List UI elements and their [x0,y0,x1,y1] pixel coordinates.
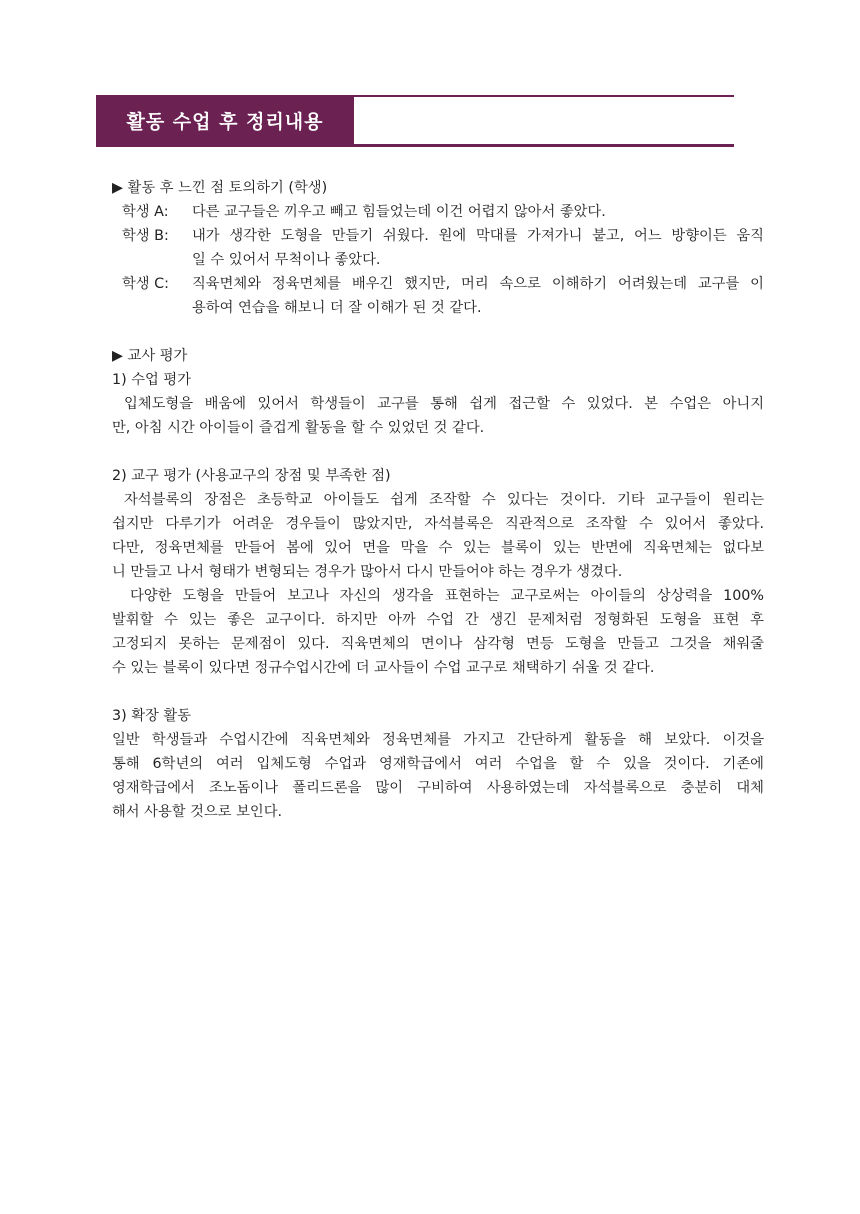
student-label: 학생 C: [122,276,169,292]
student-comment [112,200,764,224]
text-line: 수 있는 블록이 있다면 정규수업시간에 더 교사들이 수업 교구로 채택하기 쉬울 것 같다. [112,660,655,676]
text-line: 해서 사용할 것으로 보인다. [112,804,283,820]
section2-heading: ▶ 교사 평가 [112,348,188,364]
document-body [112,176,764,824]
text-line: 다양한 도형을 만들어 보고나 자신의 생각을 표현하는 교구로써는 아이들의 상상력을 100% [130,588,764,604]
text-line: 고정되지 못하는 문제점이 있다. 직육면체의 면이나 삼각형 면등 도형을 만들고 그것을 채워줄 [112,636,764,652]
student-text [192,224,764,272]
sub3-heading: 3) 확장 활동 [112,708,192,724]
sub1-heading: 1) 수업 평가 [112,372,192,388]
page-title: 활동 수업 후 정리내용 [96,97,354,144]
sub2-heading: 2) 교구 평가 (사용교구의 장점 및 부족한 점) [112,468,391,484]
text-line: 용하여 연습을 해보니 더 잘 이해가 된 것 같다. [192,300,482,316]
title-bar [96,95,734,147]
text-line: 다만, 정육면체를 만들어 봄에 있어 면을 막을 수 있는 블록이 있는 반면에 직육면체는 없다보 [112,540,764,556]
student-label: 학생 A: [122,204,169,220]
text-line: 내가 생각한 도형을 만들기 쉬웠다. 원에 막대를 가져가니 붙고, 어느 방향이든 움직 [192,228,764,244]
text-line: 만, 아침 시간 아이들이 즐겁게 활동을 할 수 있었던 것 같다. [112,420,485,436]
section1-heading: ▶ 활동 후 느낀 점 토의하기 (학생) [112,180,328,196]
text-line: 일 수 있어서 무척이나 좋았다. [192,252,381,268]
text-line: 일반 학생들과 수업시간에 직육면체와 정육면체를 가지고 간단하게 활동을 해 보았다. 이것을 [112,732,764,748]
text-line: 쉽지만 다루기가 어려운 경우들이 많았지만, 자석블록은 직관적으로 조작할 수 있어서 좋았다. [112,516,764,532]
student-text [192,272,764,320]
text-line: 자석블록의 장점은 초등학교 아이들도 쉽게 조작할 수 있다는 것이다. 기타 교구들이 원리는 [124,492,764,508]
text-line: 니 만들고 나서 형태가 변형되는 경우가 많아서 다시 만들어야 하는 경우가 생겼다. [112,564,623,580]
student-comment [112,272,764,320]
text-line: 직육면체와 정육면체를 배우긴 했지만, 머리 속으로 이해하기 어려웠는데 교구를 이 [192,276,764,292]
text-line: 다른 교구들은 끼우고 빼고 힘들었는데 이건 어렵지 않아서 좋았다. [192,204,606,220]
text-line: 영재학급에서 조노돔이나 폴리드론을 많이 구비하여 사용하였는데 자석블록으로 충분히 대체 [112,780,764,796]
student-text [192,200,764,224]
text-line: 통해 6학년의 여러 입체도형 수업과 영재학급에서 여러 수업을 할 수 있을 것이다. 기존에 [112,756,764,772]
student-label: 학생 B: [122,228,169,244]
text-line: 입체도형을 배움에 있어서 학생들이 교구를 통해 쉽게 접근할 수 있었다. 본 수업은 아니지 [124,396,764,412]
text-line: 발휘할 수 있는 좋은 교구이다. 하지만 아까 수업 간 생긴 문제처럼 정형화된 도형을 표현 후 [112,612,764,628]
student-comment [112,224,764,272]
